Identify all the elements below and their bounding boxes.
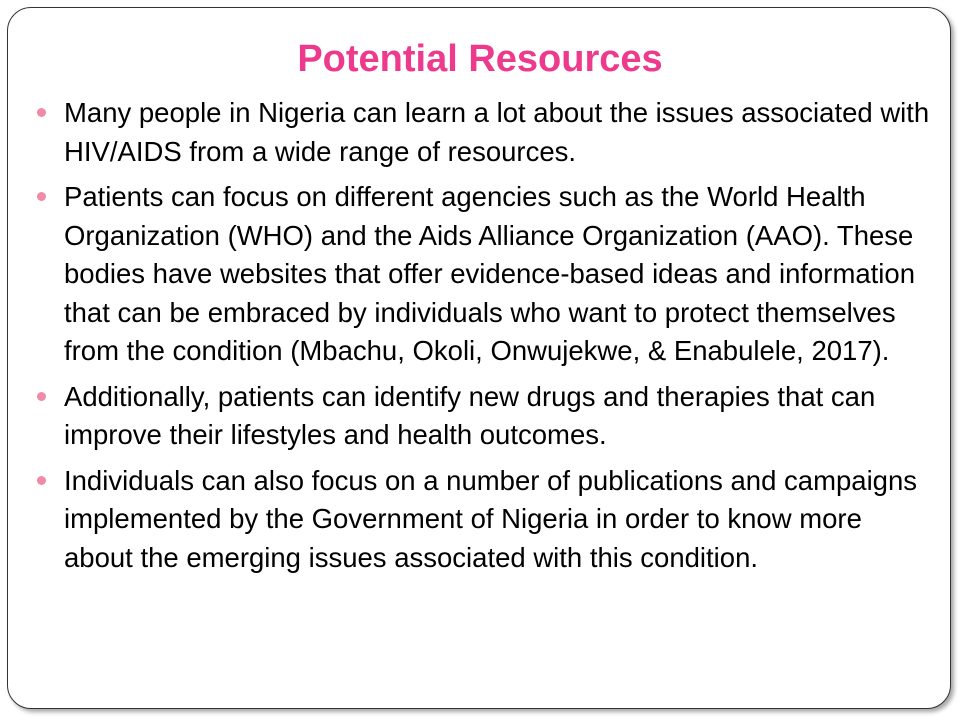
bullet-item [42, 378, 938, 455]
slide-frame [7, 7, 951, 709]
slide-title: Potential Resources [297, 38, 663, 80]
bullet-dot-icon [37, 476, 46, 485]
bullet-list [42, 94, 938, 584]
bullet-item [42, 178, 938, 371]
bullet-item [42, 462, 938, 578]
bullet-text: Many people in Nigeria can learn a lot about the issues associated with HIV/AIDS from a wide range of resources. [64, 97, 930, 167]
bullet-dot-icon [37, 392, 46, 401]
bullet-dot-icon [37, 108, 46, 117]
bullet-dot-icon [37, 192, 46, 201]
bullet-text: Patients can focus on different agencies such as the World Health Organization (WHO) and the Aids Alliance Organization (AAO). These bodies have websites that offer evidence-based ideas and information that can be embraced by individuals who want to protect themselves from the condition (Mbachu, Okoli, Onwujekwe, & Enabulele, 2017). [64, 181, 916, 366]
bullet-text: Individuals can also focus on a number of publications and campaigns implemented by the Government of Nigeria in order to know more about the emerging issues associated with this condition. [64, 464, 918, 573]
bullet-text: Additionally, patients can identify new drugs and therapies that can improve their lifestyles and health outcomes. [64, 380, 876, 450]
bullet-item [42, 94, 938, 171]
